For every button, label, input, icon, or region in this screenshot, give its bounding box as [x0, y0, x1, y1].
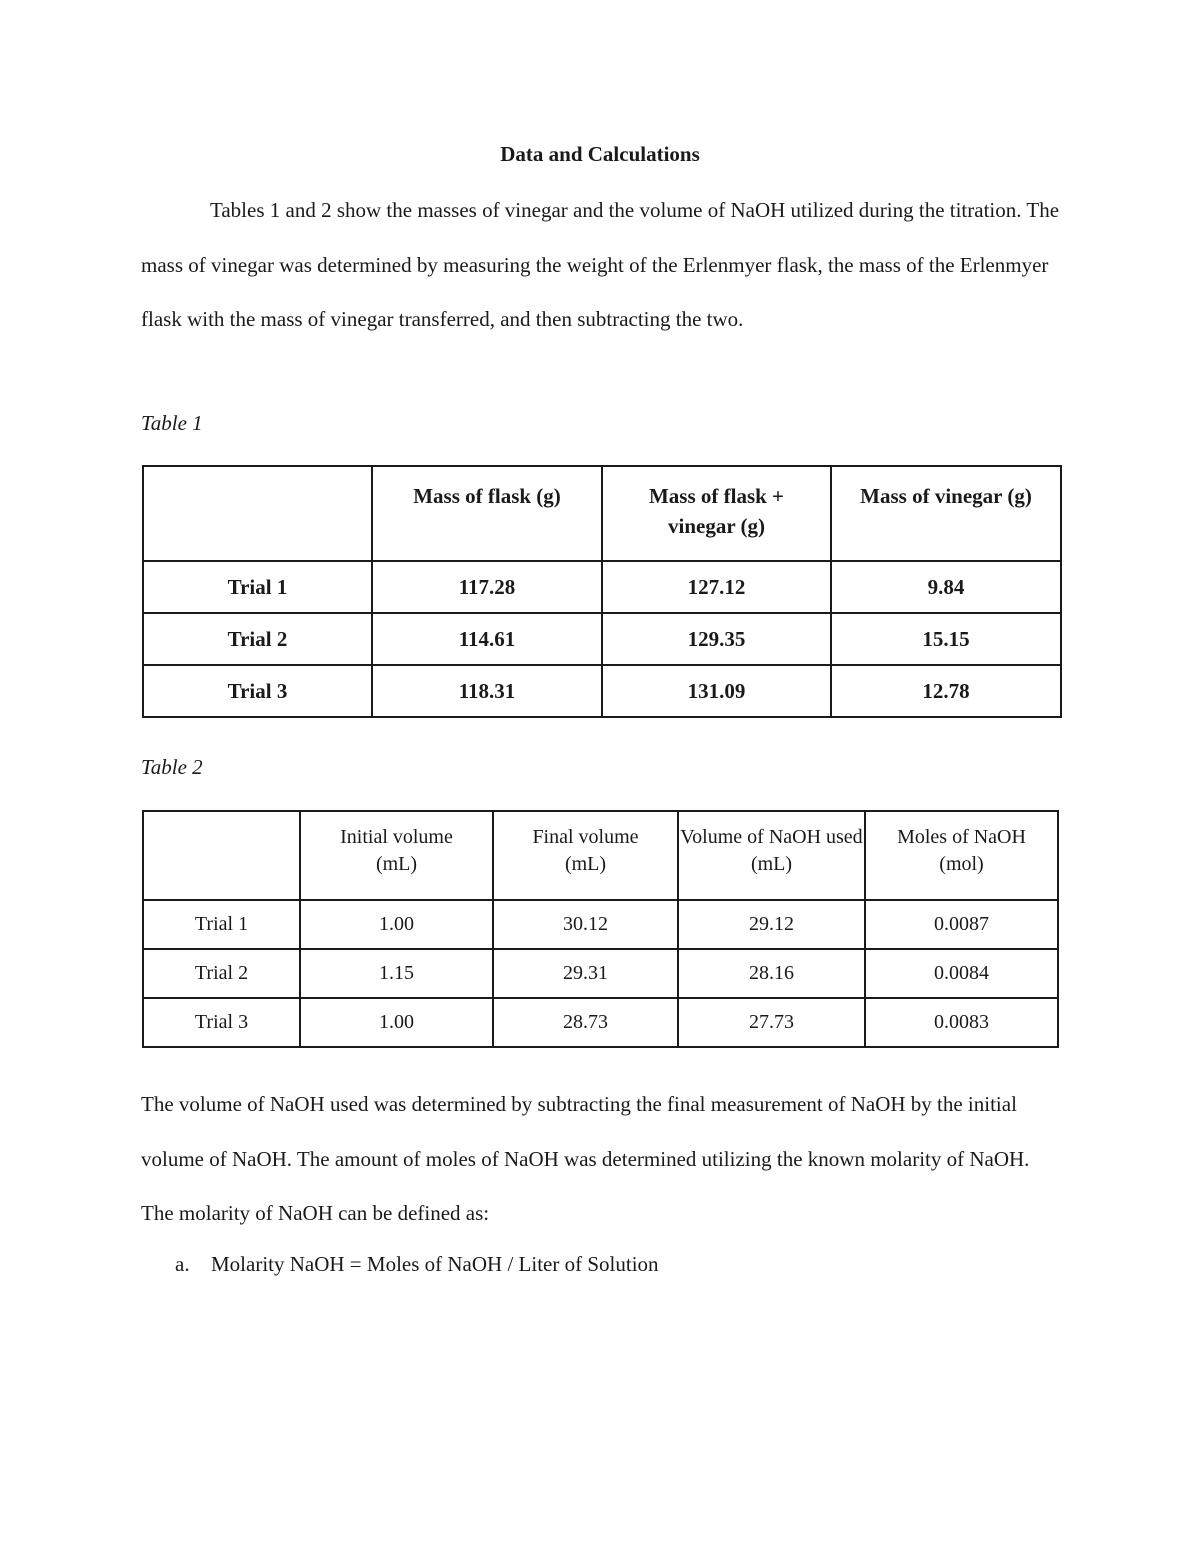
table-cell: 29.31	[493, 949, 678, 998]
table1-caption: Table 1	[141, 411, 203, 435]
table-cell: 117.28	[372, 561, 602, 613]
table-cell: Trial 2	[143, 949, 300, 998]
table-cell: 0.0083	[865, 998, 1058, 1047]
list-marker: a.	[175, 1252, 190, 1276]
page-title: Data and Calculations	[500, 142, 700, 166]
table-cell: 129.35	[602, 613, 831, 665]
table-cell: Trial 3	[143, 998, 300, 1047]
table-cell: 12.78	[831, 665, 1061, 717]
table-header-cell	[143, 811, 300, 900]
list-item	[175, 1252, 659, 1277]
table2	[142, 810, 1059, 1048]
table-cell: 28.73	[493, 998, 678, 1047]
table-cell: 1.00	[300, 900, 493, 949]
intro-paragraph: Tables 1 and 2 show the masses of vinegar and the volume of NaOH utilized during the titration. The mass of vinegar was determined by measuring the weight of the Erlenmyer flask, the mass of the Erlenmyer flask with the mass of vinegar transferred, and then subtracting the two.	[141, 198, 1060, 331]
table-cell: 127.12	[602, 561, 831, 613]
table-cell: Trial 3	[143, 665, 372, 717]
table-header-cell: Moles of NaOH (mol)	[865, 811, 1058, 900]
table-header-cell	[143, 466, 372, 561]
table-row	[143, 949, 1058, 998]
table-header-row	[143, 811, 1058, 900]
table-cell: 9.84	[831, 561, 1061, 613]
table-header-cell: Mass of flask + vinegar (g)	[602, 466, 831, 561]
table-cell: 0.0084	[865, 949, 1058, 998]
table-cell: Trial 1	[143, 561, 372, 613]
table1	[142, 465, 1062, 718]
table-cell: 131.09	[602, 665, 831, 717]
table-cell: 0.0087	[865, 900, 1058, 949]
table-header-cell: Volume of NaOH used (mL)	[678, 811, 865, 900]
table-cell: 28.16	[678, 949, 865, 998]
table-header-cell: Final volume (mL)	[493, 811, 678, 900]
list-item-text: Molarity NaOH = Moles of NaOH / Liter of Solution	[211, 1252, 659, 1276]
table-header-cell: Initial volume (mL)	[300, 811, 493, 900]
table-cell: 29.12	[678, 900, 865, 949]
table-cell: 27.73	[678, 998, 865, 1047]
table-cell: 1.00	[300, 998, 493, 1047]
table-cell: 114.61	[372, 613, 602, 665]
table-cell: Trial 2	[143, 613, 372, 665]
table-header-cell: Mass of flask (g)	[372, 466, 602, 561]
table-cell: 30.12	[493, 900, 678, 949]
table-row	[143, 900, 1058, 949]
table-row	[143, 561, 1061, 613]
table-cell: 15.15	[831, 613, 1061, 665]
table-cell: Trial 1	[143, 900, 300, 949]
table-header-cell: Mass of vinegar (g)	[831, 466, 1061, 561]
table2-caption: Table 2	[141, 755, 203, 779]
table-row	[143, 998, 1058, 1047]
table-cell: 118.31	[372, 665, 602, 717]
explanation-paragraph: The volume of NaOH used was determined by subtracting the final measurement of NaOH by the initial volume of NaOH. The amount of moles of NaOH was determined utilizing the known molarity of NaOH. The molarity of NaOH can be defined as:	[141, 1092, 1030, 1225]
table-row	[143, 613, 1061, 665]
table-header-row	[143, 466, 1061, 561]
table-cell: 1.15	[300, 949, 493, 998]
table-row	[143, 665, 1061, 717]
